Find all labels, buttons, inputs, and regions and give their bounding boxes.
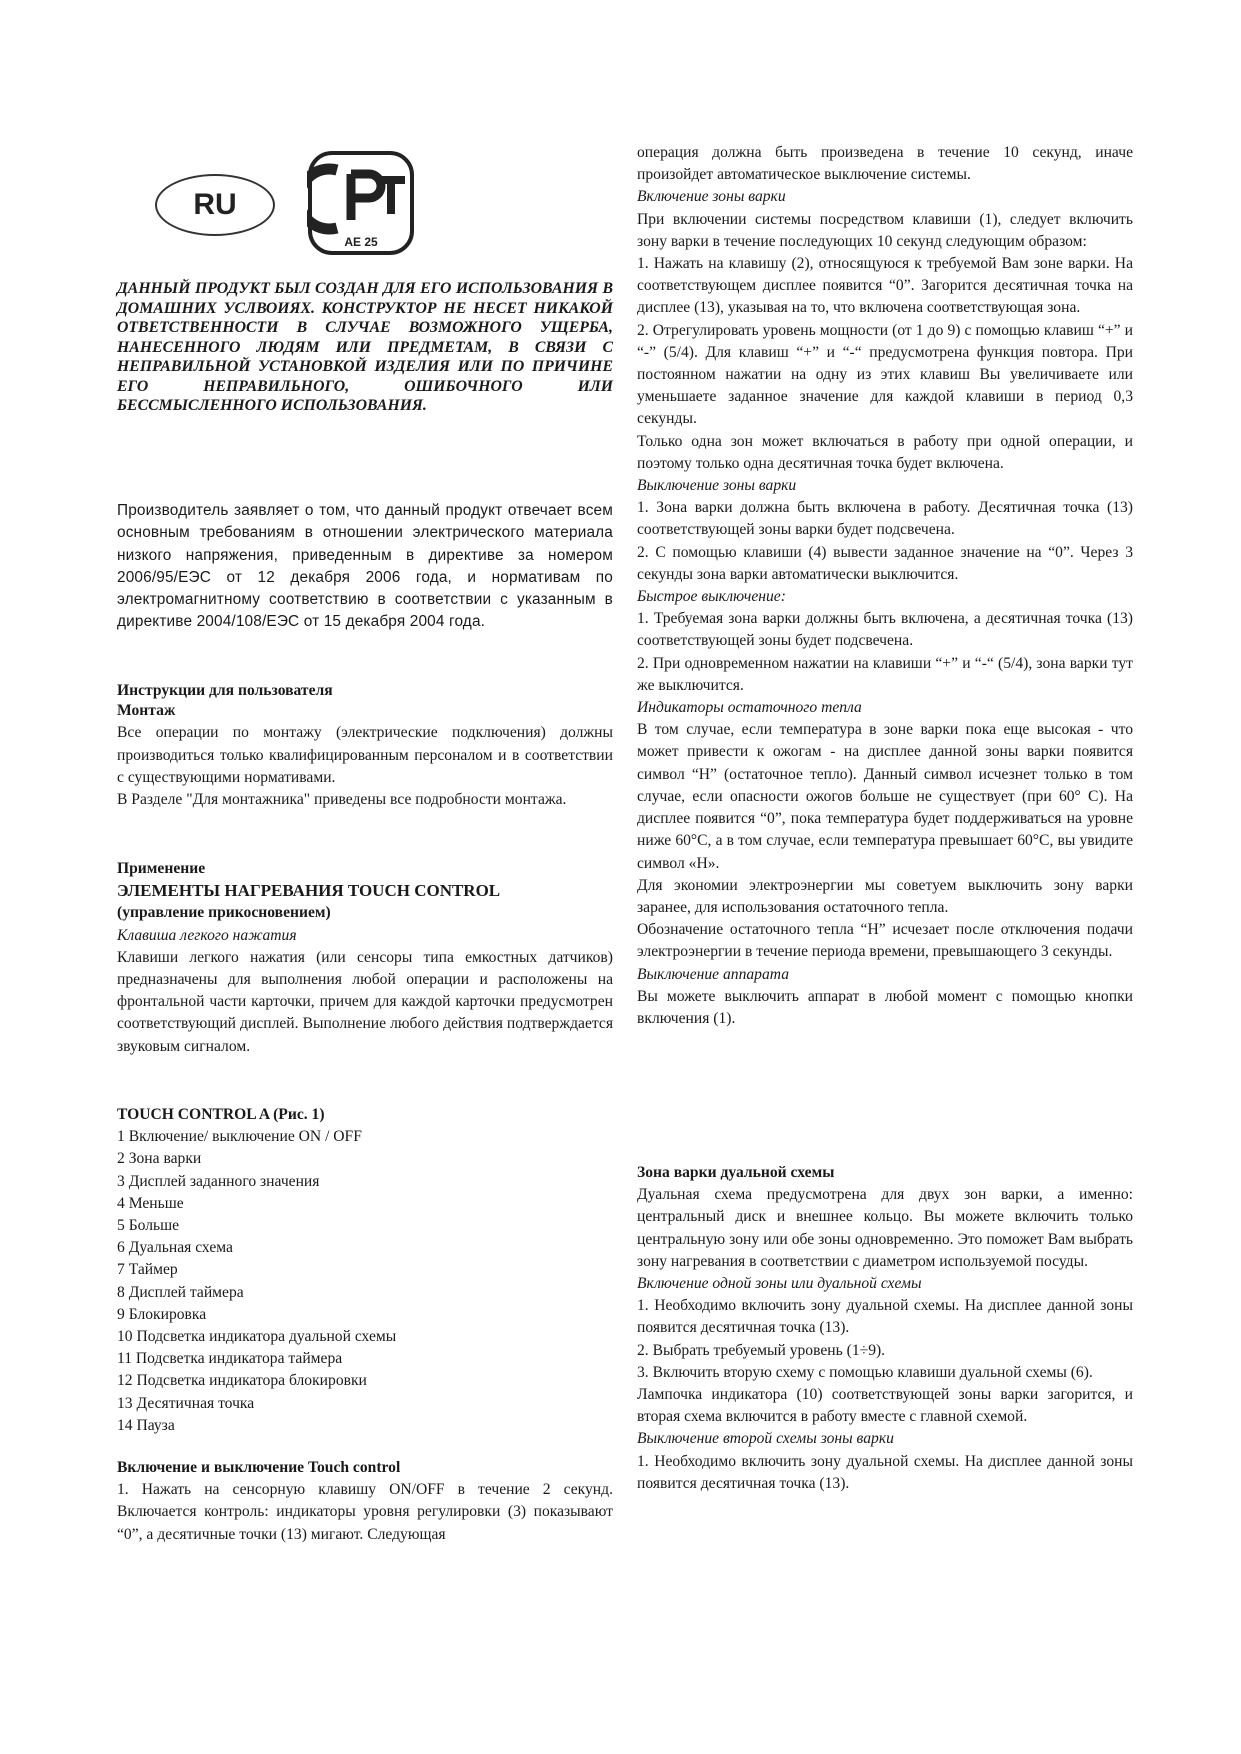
dual-zone-text: Дуальная схема предусмотрена для двух зон варки, а именно: центральный диск и внешнее кольцо. Вы можете включить только центральную зону или обе зоны одновременно. Это поможет Вам выбрать зону нагревания в соответствии с диаметром используемой посуды. [637,1186,1133,1270]
dual-off-title: Выключение второй схемы зоны варки [637,1430,894,1448]
instructions-title: Инструкции для пользователя [117,682,333,699]
list-item: 11 Подсветка индикатора таймера [117,1350,343,1368]
zone-off-step-2: 2. С помощью клавиши (4) вывести заданное значение на “0”. Через 3 секунды зона варки автоматически выключится. [637,543,1133,583]
zone-off-title: Выключение зоны варки [637,477,797,495]
usage-title: Применение [117,860,206,877]
touch-control-a-list [117,1126,613,1437]
pct-mark-text: AE 25 [344,235,378,249]
dual-on-note: Лампочка индикатора (10) соответствующей зоны варки загорится, и вторая схема включится в работу вместе с главной схемой. [637,1386,1133,1426]
dual-on-step-1: 1. Необходимо включить зону дуальной схемы. На дисплее данной зоны появится десятичная точка (13). [637,1297,1133,1337]
ru-mark-text: RU [193,188,237,221]
zone-on-text: При включении системы посредством клавиши (1), следует включить зону варки в течение последующих 10 секунд следующим образом: [637,210,1133,250]
warning-text: ДАННЫЙ ПРОДУКТ БЫЛ СОЗДАН ДЛЯ ЕГО ИСПОЛЬЗОВАНИЯ В ДОМАШНИХ УСЛВОИЯХ. КОНСТРУКТОР НЕ НЕСЕТ НИКАКОЙ ОТВЕТСТВЕННОСТИ В СЛУЧАЕ ВОЗМОЖНОГО УЩЕРБА, НАНЕСЕННОГО ЛЮДЯМ ИЛИ ПРЕДМЕТАМ, В СВЯЗИ С НЕПРАВИЛЬНОЙ УСТАНОВКОЙ ИЗДЕЛИЯ ИЛИ ПО ПРИЧИНЕ ЕГО НЕПРАВИЛЬНОГО, ОШИБОЧНОГО ИЛИ БЕССМЫСЛЕННОГО ИСПОЛЬЗОВАНИЯ. [117,280,613,414]
residual-heat-text-1: В том случае, если температура в зоне варки пока еще высокая - что может привести к ожогам - на дисплее данной зоны варки появится символ “H” (остаточное тепло). Данный символ исчезнет только в том случае, если опасности ожогов больше не существует (при 60° C). На дисплее появится “0”, пока температура будет поддерживаться на уровне ниже 60°C, а в том случае, если температура превышает 60°C, вы увидите символ «H». [637,721,1133,872]
zone-on-note: Только одна зон может включаться в работу при одной операции, и поэтому только одна десятичная точка будет включена. [637,432,1133,472]
mounting-text-2: В Разделе "Для монтажника" приведены все подробности монтажа. [117,791,567,809]
dual-on-step-3: 3. Включить вторую схему с помощью клавиши дуальной схемы (6). [637,1363,1093,1381]
pct-certification-logo [307,150,415,256]
zone-on-step-2: 2. Отрегулировать уровень мощности (от 1 до 9) с помощью клавиш “+” и “-” (5/4). Для клавиш “+” и “-“ предусмотрена функция повтора. При постоянном нажатии на одну из этих клавиш Вы увеличиваете или уменьшаете заданное значение для каждой клавиши в период 0,3 секунды. [637,321,1133,428]
zone-on-step-1: 1. Нажать на клавишу (2), относящуюся к требуемой Вам зоне варки. На соответствующем дисплее появится “0”. Загорится десятичная точка на дисплее (13), указывая на то, что включена соответствующая зона. [637,255,1133,317]
mounting-title: Монтаж [117,702,176,720]
device-off-text: Вы можете выключить аппарат в любой момент с помощью кнопки включения (1). [637,987,1133,1027]
list-item: 5 Больше [117,1217,180,1235]
quick-off-step-1: 1. Требуемая зона варки должны быть включена, а десятичная точка (13) соответствующей зоны будет подсвечена. [637,610,1133,650]
list-item: 9 Блокировка [117,1305,207,1323]
touch-control-a-title: TOUCH CONTROL A (Рис. 1) [117,1106,325,1123]
keys-title: Клавиша легкого нажатия [117,926,297,944]
residual-heat-title: Индикаторы остаточного тепла [637,699,862,717]
quick-off-title: Быстрое выключение: [637,588,786,606]
quick-off-step-2: 2. При одновременном нажатии на клавиши “+” и “-“ (5/4), зона варки тут же выключится. [637,654,1133,694]
list-item: 12 Подсветка индикатора блокировки [117,1372,367,1390]
list-item: 3 Дисплей заданного значения [117,1172,320,1190]
touch-control-title: ЭЛЕМЕНТЫ НАГРЕВАНИЯ TOUCH CONTROL [117,881,501,901]
residual-heat-text-3: Обозначение остаточного тепла “H” исчезает после отключения подачи электроэнергии в течение периода времени, превышающего 3 секунды. [637,921,1133,961]
onoff-text: 1. Нажать на сенсорную клавишу ON/OFF в течение 2 секунд. Включается контроль: индикаторы уровня регулировки (3) показывают “0”, а десятичные точки (13) мигают. Следующая [117,1481,613,1543]
list-item: 1 Включение/ выключение ON / OFF [117,1128,362,1146]
dual-on-title: Включение одной зоны или дуальной схемы [637,1275,922,1293]
dual-on-step-2: 2. Выбрать требуемый уровень (1÷9). [637,1341,886,1359]
list-item: 2 Зона варки [117,1150,202,1168]
list-item: 4 Меньше [117,1194,184,1212]
list-item: 10 Подсветка индикатора дуальной схемы [117,1328,397,1346]
list-item: 7 Таймер [117,1261,178,1279]
touch-control-subtitle: (управление прикосновением) [117,904,331,922]
zone-off-step-1: 1. Зона варки должна быть включена в работу. Десятичная точка (13) соответствующей зоны варки будет подсвечена. [637,499,1133,539]
list-item: 8 Дисплей таймера [117,1283,244,1301]
dual-zone-title: Зона варки дуальной схемы [637,1164,835,1181]
onoff-title: Включение и выключение Touch control [117,1459,401,1476]
continued-text: операция должна быть произведена в течение 10 секунд, иначе произойдет автоматическое выключение системы. [637,144,1133,184]
dual-off-step-1: 1. Необходимо включить зону дуальной схемы. На дисплее данной зоны появится десятичная точка (13). [637,1452,1133,1492]
list-item: 14 Пауза [117,1416,175,1434]
ru-mark-logo [155,174,275,236]
list-item: 6 Дуальная схема [117,1239,233,1257]
list-item: 13 Десятичная точка [117,1394,255,1412]
certification-logos [152,150,422,258]
zone-on-title: Включение зоны варки [637,188,786,206]
device-off-title: Выключение аппарата [637,965,790,983]
residual-heat-text-2: Для экономии электроэнергии мы советуем выключить зону варки заранее, для использования остаточного тепла. [637,876,1133,916]
keys-text: Клавиши легкого нажатия (или сенсоры типа емкостных датчиков) предназначены для выполнения любой операции и расположены на фронтальной части карточки, причем для каждой карточки предусмотрен соответствующий дисплей. Выполнение любого действия подтверждается звуковым сигналом. [117,948,613,1055]
declaration-text: Производитель заявляет о том, что данный продукт отвечает всем основным требованиям в отношении электрического материала низкого напряжения, приведенным в директиве за номером 2006/95/ЕЭС от 12 декабря 2006 года, и нормативам по электромагнитному соответствию в соответствии с указанным в директиве 2004/108/ЕЭС от 15 декабря 2004 года. [117,502,613,631]
mounting-text: Все операции по монтажу (электрические подключения) должны производиться только квалифицированным персоналом и в соответствии с существующими нормативами. [117,724,613,786]
